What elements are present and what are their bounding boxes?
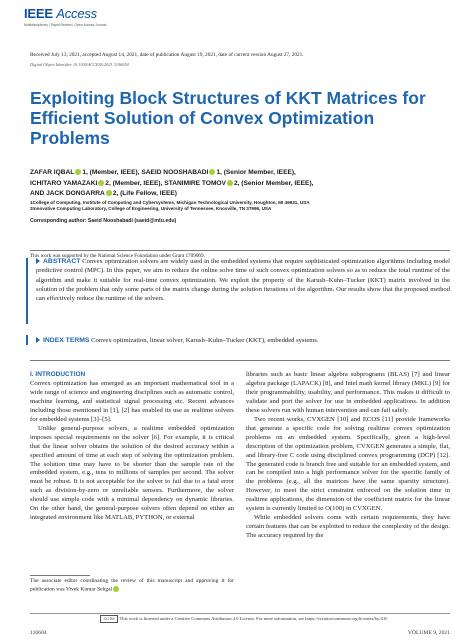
- journal-name: IEEE: [24, 6, 53, 21]
- paper-title: Exploiting Block Structures of KKT Matrices for Efficient Solution of Convex Optimization Problems: [30, 88, 426, 148]
- index-terms: [36, 336, 450, 345]
- right-column: [246, 371, 450, 541]
- divider: [30, 250, 450, 251]
- abstract-accent-bar: [26, 258, 28, 324]
- intro-paragraph-2: Unlike general-purpose solvers, a realtime embedded optimization imposes special requirements on the solver [6]. For example, it is critical that the linear solver obtains the solution of the desired accuracy within a specified amount of time at each step of solving the optimization problem. The solution time may have to be shorter than the sample rate of the embedded system, e.g., tens to millions of samples per second. The solver must be robust. It is not acceptable for the solver to fail due to a fatal error such as division-by-zero or unreliable sensors. Furthermore, the solver should use simple code with a minimal dependency on dynamic libraries. On the other hand, the general-purpose solvers often depend on either an integrated environment like MATLAB, PYTHON, or external: [30, 424, 234, 522]
- editor-note: The associate editor coordinating the review of this manuscript and approving it for publication was Vivek Kumar Sehgal: [30, 578, 234, 592]
- orcid-icon[interactable]: [106, 190, 112, 196]
- author-line-3b: 2, (Life Fellow, IEEE): [112, 190, 177, 198]
- index-terms-label: INDEX TERMS: [43, 337, 90, 344]
- author-block: [30, 168, 450, 226]
- abstract: [36, 257, 450, 303]
- section-heading: I. INTRODUCTION: [30, 371, 86, 378]
- orcid-icon[interactable]: [227, 180, 233, 186]
- footer-rule: [30, 613, 450, 614]
- orcid-icon[interactable]: [209, 169, 215, 175]
- footnote-rule: [30, 575, 90, 576]
- journal-suffix: Access: [56, 6, 97, 21]
- license-text[interactable]: This work is licensed under a Creative Commons Attribution 4.0 License. For more information, see https://creativecommons.org/licenses/by/4.0/: [119, 616, 388, 622]
- journal-tagline: Multidisciplinary | Rapid Review | Open Access Journal: [24, 23, 107, 27]
- triangle-icon: [36, 337, 40, 343]
- author-line-2c: 2, (Senior Member, IEEE),: [233, 179, 314, 187]
- journal-logo: [24, 6, 97, 22]
- author-line-1b: 1, (Member, IEEE), SAEID NOOSHABADI: [82, 169, 209, 176]
- affiliation-1: 1College of Computing, Institute of Computing and Cybersystems, Michigan Technological University, Houghton, MI 49931, USA: [30, 199, 310, 205]
- publication-dates: Received July 13, 2021, accepted August 14, 2021, date of publication August 19, 2021, date of current version August 27, 2021.: [30, 52, 304, 58]
- intro-paragraph-3: libraries such as basic linear algebra subprograms (BLAS) [7] and linear algebra package (LAPACK) [8], and Intel math kernel library (MKL) [9] for their programmability, usability, and performance. This makes it difficult to validate and port the solver for use in embedded applications. In addition these solvers run with human intervention and can fail safely.: [246, 371, 450, 414]
- index-terms-text: Convex optimization, linear solver, Karush–Kuhn–Tucker (KKT), embedded systems.: [91, 337, 319, 344]
- page-number: 116604: [30, 630, 47, 636]
- intro-paragraph-4: Two recent works, CVXGEN [10] and ECOS [11] provide frameworks that generate a specific code for solving realtime convex optimization problems on an embedded system. Specifically, given a high-level description of the optimization problem, CVXGEN generates a simple, flat, and library-free C code using disciplined convex programming (DCP) [12]. The generated code is branch free and suitable for an embedded system, and can be compiled into a high performance solver for the specific family of the problems (e.g., all the matrices have the same sparsity structure). However, to meet the strict constraint enforced on the solution time in realtime applications, the dimension of the coefficient matrix for the linear system is currently limited to O(100) in CVXGEN.: [246, 415, 450, 513]
- left-column: [30, 371, 234, 523]
- author-1: ZAFAR IQBAL: [30, 169, 75, 176]
- affiliation-2: 2Innovative Computing Laboratory, College of Engineering, University of Tennessee, Knoxville, TN 37996, USA: [30, 206, 272, 212]
- author-3: ICHITARO YAMAZAKI: [30, 179, 98, 187]
- triangle-icon: [36, 258, 40, 264]
- orcid-icon[interactable]: [98, 180, 104, 186]
- doi: Digital Object Identifier 10.1109/ACCESS.2021.3106054: [30, 62, 129, 67]
- abstract-text: Convex optimization solvers are widely used in the embedded systems that require sophisticated optimization algorithms including model predictive control (MPC). In this paper, we aim to reduce the online solve time of such convex optimization solvers so as to reduce the total runtime of the algorithm and make it suitable for real-time convex optimization. We exploit the property of the Karush–Kuhn–Tucker (KKT) matrix involved in the solution of the problem that only some parts of the matrix change during the solution iterations of the algorithm. Our results show that the proposed method can effectively reduce the runtime of the solvers.: [36, 258, 450, 303]
- index-terms-accent-bar: [26, 335, 28, 345]
- orcid-icon[interactable]: [75, 169, 81, 175]
- funding-note: This work was supported by the National Science Foundation under Grant 1709069.: [30, 253, 205, 259]
- orcid-icon[interactable]: [113, 586, 119, 592]
- author-line-1c: 1, (Senior Member, IEEE),: [216, 169, 296, 176]
- author-5: AND JACK DONGARRA: [30, 190, 105, 198]
- volume: VOLUME 9, 2021: [407, 630, 450, 636]
- corresponding-author: Corresponding author: Saeid Nooshabadi (saeid@mtu.edu): [30, 217, 177, 224]
- intro-paragraph-5: While embedded solvers come with certain requirements, they have certain features that can be exploited to reduce the complexity of the design. The accuracy required by the: [246, 514, 450, 540]
- abstract-label: ABSTRACT: [43, 258, 81, 265]
- intro-paragraph-1: Convex optimization has emerged as an important mathematical tool in a wide range of science and engineering disciplines such as automatic control, machine learning, and statistical signal processing etc. Recent advances including those mentioned in [1], [2] has enabled its use as realtime solvers for embedded systems [3]–[5].: [30, 379, 234, 423]
- creative-commons-icon: CC BY: [100, 615, 118, 623]
- license-line: [94, 615, 394, 623]
- divider: [30, 360, 450, 361]
- author-line-2b: 2, (Member, IEEE), STANIMIRE TOMOV: [105, 179, 226, 187]
